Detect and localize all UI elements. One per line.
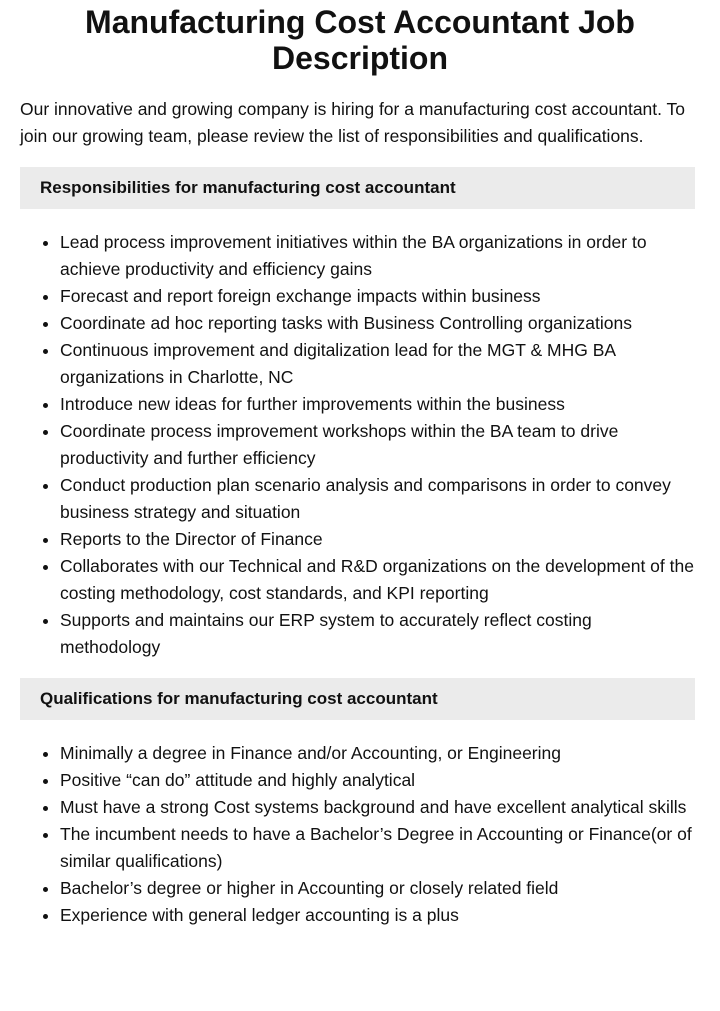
list-item: • Collaborates with our Technical and R&D organizations on the development of the costing methodology, cost standards, and KPI reporting — [60, 553, 695, 607]
responsibilities-list — [20, 229, 695, 661]
list-item: • Bachelor’s degree or higher in Accounting or closely related field — [60, 875, 695, 902]
list-item: • Minimally a degree in Finance and/or Accounting, or Engineering — [60, 740, 695, 767]
list-item: • Experience with general ledger accounting is a plus — [60, 902, 695, 929]
intro-paragraph: Our innovative and growing company is hiring for a manufacturing cost accountant. To join our growing team, please review the list of responsibilities and qualifications. — [20, 99, 686, 146]
list-item: • Coordinate ad hoc reporting tasks with Business Controlling organizations — [60, 310, 695, 337]
list-item: • Coordinate process improvement workshops within the BA team to drive productivity and further efficiency — [60, 418, 695, 472]
page-title: Manufacturing Cost Accountant Job Description — [85, 4, 635, 76]
list-item: • Introduce new ideas for further improvements within the business — [60, 391, 695, 418]
responsibilities-heading: Responsibilities for manufacturing cost accountant — [20, 167, 695, 209]
list-item: • Forecast and report foreign exchange impacts within business — [60, 283, 695, 310]
qualifications-list — [20, 740, 695, 929]
list-item: • Continuous improvement and digitalization lead for the MGT & MHG BA organizations in Charlotte, NC — [60, 337, 695, 391]
list-item: • Supports and maintains our ERP system to accurately reflect costing methodology — [60, 607, 695, 661]
list-item: • Lead process improvement initiatives within the BA organizations in order to achieve productivity and efficiency gains — [60, 229, 695, 283]
list-item: • Must have a strong Cost systems background and have excellent analytical skills — [60, 794, 695, 821]
list-item: • Conduct production plan scenario analysis and comparisons in order to convey business strategy and situation — [60, 472, 695, 526]
qualifications-heading: Qualifications for manufacturing cost accountant — [20, 678, 695, 720]
list-item: • The incumbent needs to have a Bachelor’s Degree in Accounting or Finance(or of similar qualifications) — [60, 821, 695, 875]
list-item: • Positive “can do” attitude and highly analytical — [60, 767, 695, 794]
list-item: • Reports to the Director of Finance — [60, 526, 695, 553]
